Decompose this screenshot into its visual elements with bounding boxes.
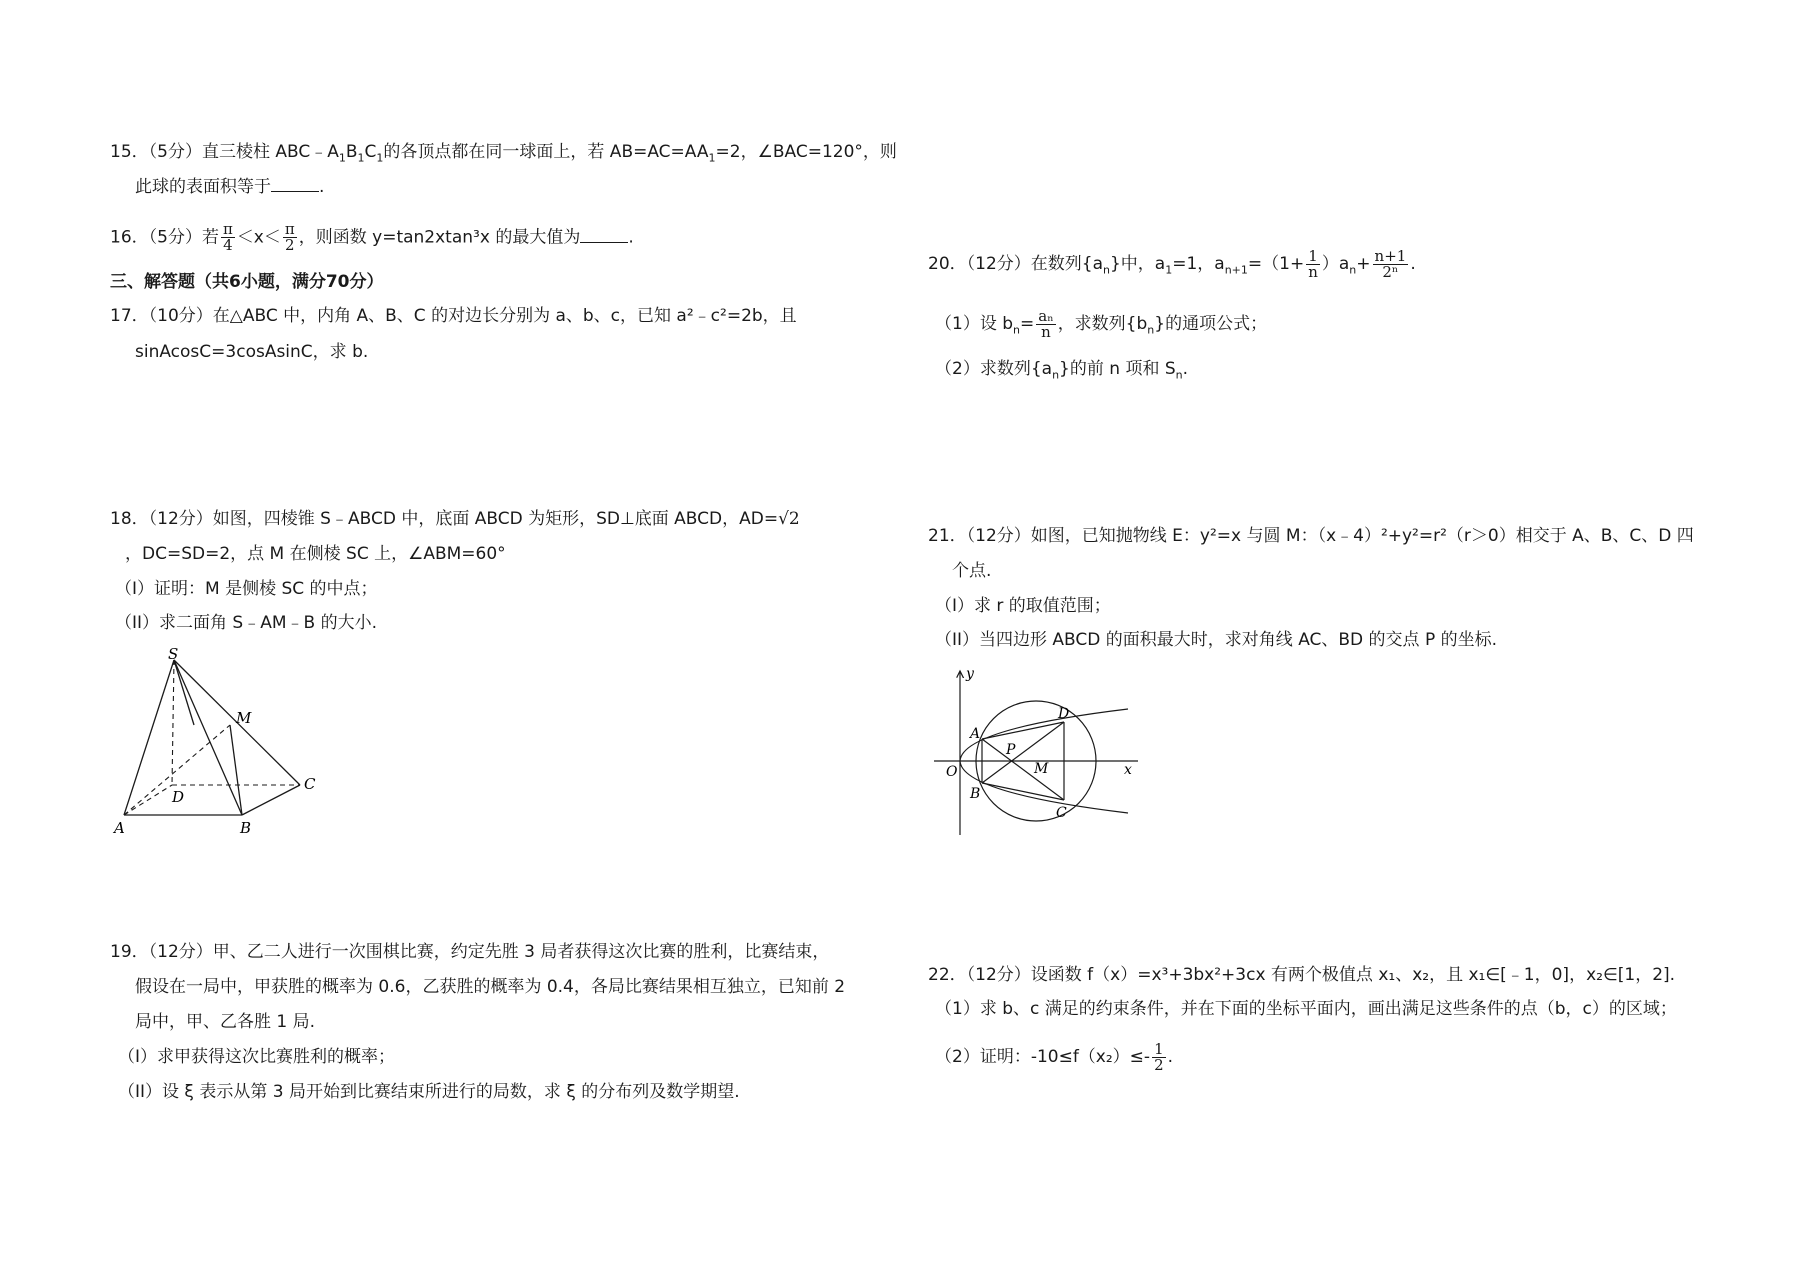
label-C: C: [304, 775, 316, 793]
pyramid-figure: [112, 645, 322, 845]
parabola-upper: [960, 709, 1128, 761]
q19-part2: （II）设 ξ 表示从第 3 局开始到比赛结束所进行的局数，求 ξ 的分布列及数学期望.: [118, 1082, 740, 1102]
label-M: M: [236, 709, 252, 727]
q18-line2: ，DC=SD=2，点 M 在侧棱 SC 上，∠ABM=60°: [125, 544, 506, 564]
sub-n: n: [1103, 263, 1110, 277]
frac-num: π: [284, 220, 295, 238]
answer-blank: [271, 177, 319, 192]
frac-num: n+1: [1374, 246, 1407, 265]
parabola-circle-figure: [928, 663, 1148, 843]
q15-text-d: 的各顶点都在同一球面上，若 AB=AC=AA: [383, 142, 709, 162]
q20-part1: [935, 307, 1267, 347]
q21-line1: 21．（12分）如图，已知抛物线 E：y²=x 与圆 M：（x﹣4）²+y²=r²（r＞0）相交于 A、B、C、D 四: [928, 526, 1694, 546]
q18-part2: （II）求二面角 S﹣AM﹣B 的大小.: [115, 613, 377, 633]
sub-n: n: [1013, 323, 1020, 337]
q20-line: [928, 247, 1416, 287]
frac-num: 1: [1154, 1039, 1164, 1058]
q16-ineq: ＜x＜: [236, 227, 281, 248]
q21-part1: （I）求 r 的取值范围；: [935, 596, 1111, 616]
edge-SA: [124, 660, 174, 815]
sub-n: n: [1052, 368, 1060, 382]
q17-line2: sinAcosC=3cosAsinC，求 b.: [135, 342, 369, 362]
q20-mid: }中，a: [1109, 254, 1166, 274]
q19-line3: 局中，甲、乙各胜 1 局.: [135, 1012, 316, 1032]
q22-part2: [935, 1040, 1173, 1074]
q15-sub-a: 1: [338, 151, 346, 165]
q15-text-e: =2，∠BAC=120°，则: [715, 142, 897, 162]
q20-p1-a: （1）设 b: [935, 314, 1014, 334]
frac-den: n: [1308, 262, 1318, 281]
fraction-n1-over-2n: [1373, 246, 1409, 281]
q16-suffix: ，则函数 y=tan2xtan³x 的最大值为: [298, 227, 581, 248]
q15-sub-b: 1: [357, 151, 365, 165]
label-S: S: [168, 645, 179, 663]
q16-prefix: 16．（5分）若: [110, 227, 219, 248]
q19-line1: 19．（12分）甲、乙二人进行一次围棋比赛，约定先胜 3 局者获得这次比赛的胜利，比赛结束，: [110, 942, 830, 962]
fraction-an-over-n: [1036, 306, 1055, 341]
q18-part1: （I）证明：M 是侧棱 SC 的中点；: [115, 579, 378, 599]
edge-AD: [124, 785, 172, 815]
answer-blank: [580, 228, 628, 243]
q15-line2: [135, 176, 324, 198]
q19-line2: 假设在一局中，甲获胜的概率为 0.6，乙获胜的概率为 0.4，各局比赛结果相互独立，已知前 2: [135, 977, 846, 997]
q20-p1-c: ，求数列{b: [1057, 314, 1148, 334]
label-D: D: [172, 788, 185, 806]
q18-text: 18．（12分）如图，四棱锥 S﹣ABCD 中，底面 ABCD 为矩形，SD⊥底面 ABCD，AD=: [110, 509, 779, 529]
q20-plus: +: [1356, 254, 1371, 274]
q15-end: .: [319, 177, 325, 197]
q15-line1: [110, 141, 897, 169]
sub-n-plus-1: n+1: [1224, 263, 1248, 277]
frac-num: π: [222, 220, 233, 238]
q17-line1: 17．（10分）在△ABC 中，内角 A、B、C 的对边长分别为 a、b、c，已知 a²﹣c²=2b，且: [110, 306, 797, 326]
q20-p2-c: .: [1182, 359, 1189, 379]
q20-p2-a: （2）求数列{a: [935, 359, 1053, 379]
edge-BC: [242, 785, 300, 815]
q15-text-b: B: [345, 142, 358, 162]
label-B: B: [970, 786, 981, 802]
label-B: B: [240, 819, 252, 837]
frac-num: 1: [1306, 249, 1320, 265]
q15-sub-d: 1: [708, 151, 716, 165]
sqrt-2: √2: [778, 509, 800, 529]
q20-end: .: [1410, 254, 1416, 274]
q19-part1: （I）求甲获得这次比赛胜利的概率；: [118, 1047, 396, 1067]
q21-part2: （II）当四边形 ABCD 的面积最大时，求对角线 AC、BD 的交点 P 的坐标.: [935, 630, 1498, 650]
q20-p1-b: =: [1020, 314, 1035, 334]
section-heading: 三、解答题（共6小题，满分70分）: [110, 272, 384, 292]
fraction-1-over-2: [1152, 1039, 1166, 1074]
q20-prefix: 20．（12分）在数列{a: [928, 254, 1103, 274]
label-x: x: [1124, 762, 1132, 778]
q16-end: .: [628, 227, 634, 248]
q15-sub-c: 1: [376, 151, 384, 165]
frac-den: 4: [223, 236, 233, 254]
diagonal-AC: [982, 739, 1064, 800]
frac-den: 2ⁿ: [1382, 262, 1399, 281]
sub-n: n: [1175, 368, 1183, 382]
q20-p2-b: }的前 n 项和 S: [1059, 359, 1176, 379]
edge-SD: [172, 660, 174, 785]
sub-n: n: [1349, 263, 1357, 277]
q15-text-c: C: [364, 142, 377, 162]
q22-p2-text: （2）证明：-10≤f（x₂）≤-: [935, 1047, 1151, 1067]
label-A: A: [970, 726, 981, 742]
label-D: D: [1058, 706, 1070, 722]
frac-den: 2: [1154, 1055, 1164, 1074]
diagonal-BD: [982, 722, 1064, 783]
q16-line: [110, 222, 634, 253]
sub-1: 1: [1165, 263, 1173, 277]
q20-eq2: =（1+: [1247, 254, 1305, 274]
q20-close: ）a: [1321, 254, 1350, 274]
q15-text-line2: 此球的表面积等于: [135, 177, 271, 197]
fraction-pi-over-4: [221, 222, 235, 253]
q22-line1: 22．（12分）设函数 f（x）=x³+3bx²+3cx 有两个极值点 x₁、x₂，且 x₁∈[﹣1，0]，x₂∈[1，2].: [928, 965, 1676, 985]
q22-part1: （1）求 b、c 满足的约束条件，并在下面的坐标平面内，画出满足这些条件的点（b，c）的区域；: [935, 999, 1677, 1019]
frac-den: 2: [285, 236, 295, 254]
label-y: y: [966, 666, 974, 682]
q18-line1: [110, 508, 800, 530]
q21-line2: 个点.: [952, 561, 992, 581]
label-O: O: [946, 764, 958, 780]
label-P: P: [1006, 742, 1016, 758]
frac-den: n: [1041, 322, 1051, 341]
q20-p1-d: }的通项公式；: [1154, 314, 1268, 334]
q22-p2-end: .: [1167, 1047, 1174, 1067]
fraction-pi-over-2: [283, 222, 297, 253]
sub-n: n: [1147, 323, 1155, 337]
label-C: C: [1056, 805, 1067, 821]
fraction-1-over-n: [1306, 246, 1320, 281]
q15-text-a: 15．（5分）直三棱柱 ABC﹣A: [110, 142, 339, 162]
q20-part2: [935, 358, 1188, 386]
label-A: A: [114, 819, 125, 837]
label-M: M: [1034, 761, 1049, 777]
q20-eq1: =1，a: [1172, 254, 1225, 274]
frac-num: aₙ: [1038, 306, 1054, 325]
